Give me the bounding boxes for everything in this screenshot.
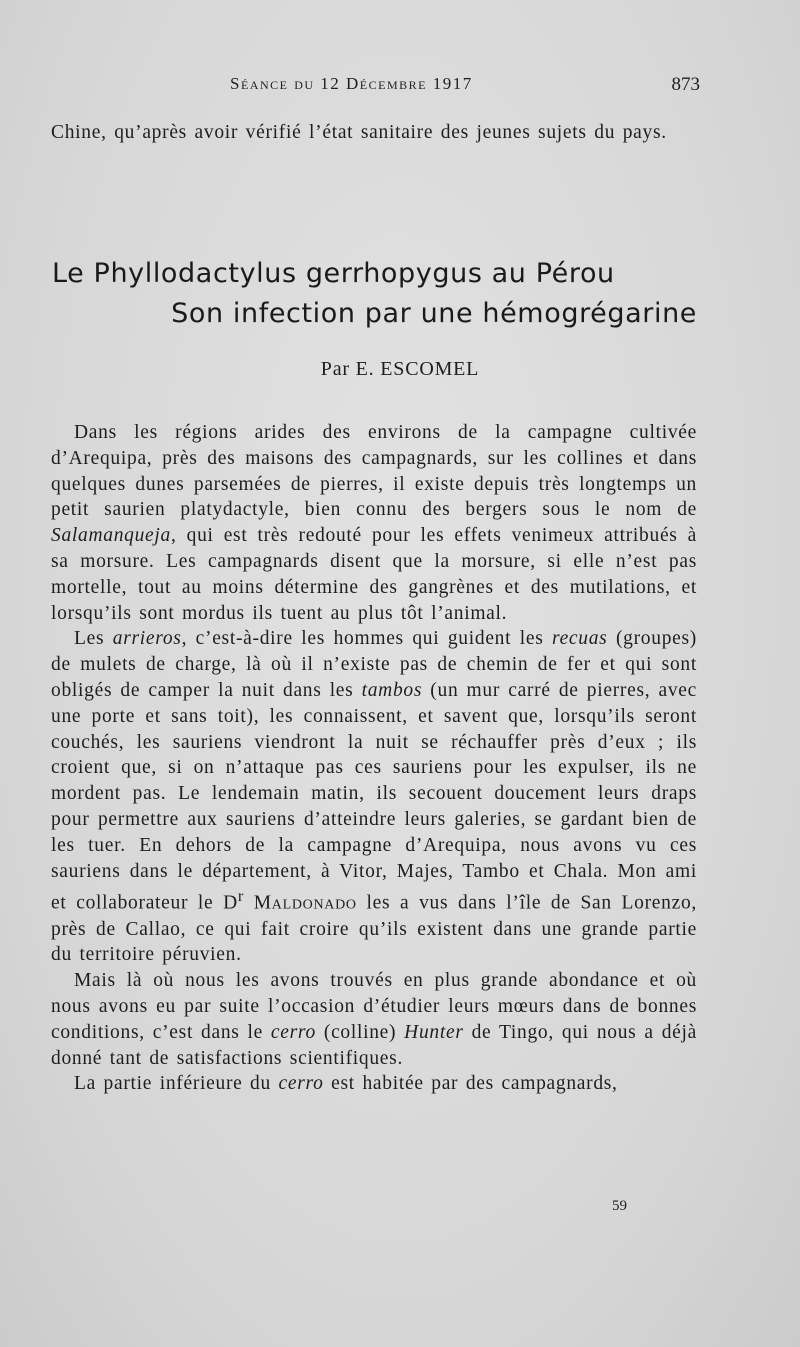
text-run: est habitée par des campagnards, xyxy=(323,1073,618,1095)
italic-term: Hunter xyxy=(404,1021,464,1043)
paragraph-3 xyxy=(51,968,697,1071)
article-title-line-1: Le Phyllodactylus gerrhopygus au Pérou xyxy=(52,258,615,289)
text-run: Mais là où nous les avons trouvés en plus grande abondance et où nous avons eu par suite l’occasion d’étudier leurs mœurs dans de bonnes conditions, c’est dans le xyxy=(51,970,697,1043)
text-run: , c’est-à-dire les hommes qui guident les xyxy=(181,628,552,650)
page-number: 873 xyxy=(671,74,700,95)
text-run: La partie inférieure du xyxy=(74,1073,279,1095)
text-run: les a vus dans l’île de San Lorenzo, près de Callao, ce qui fait croire qu’ils existent dans une grande partie du territoire péruvien. xyxy=(51,892,697,966)
carry-over-text xyxy=(51,120,697,146)
article-title-line-2: Son infection par une hémogrégarine xyxy=(171,298,697,329)
article-body xyxy=(51,420,697,1097)
text-run: Les xyxy=(74,628,113,650)
page-header xyxy=(230,74,700,104)
italic-term: cerro xyxy=(278,1073,324,1095)
text-run: (un mur carré de pierres, avec une porte et sans toit), les connaissent, et savent que, lorsqu’ils seront couchés, les sauriens viendront la nuit se réchauffer près d’eux ; ils croient que, si on n’attaque pas ces sauriens pour les expulser, ils ne mordent pas. Le lendemain matin, ils secouent doucement leurs draps pour permettre aux sauriens d’atteindre leurs galeries, se gardant bien de les tuer. En dehors de la campagne d’Arequipa, nous avons vu ces sauriens dans le département, à Vitor, Majes, Tambo et Chala. Mon ami et collaborateur le D xyxy=(51,679,697,914)
carry-over-paragraph: Chine, qu’après avoir vérifié l’état sanitaire des jeunes sujets du pays. xyxy=(51,122,667,143)
text-run: (colline) xyxy=(315,1021,405,1043)
small-caps-name: Maldonado xyxy=(244,892,357,914)
italic-term: cerro xyxy=(270,1021,316,1043)
superscript: r xyxy=(237,887,245,906)
italic-term: tambos xyxy=(361,679,423,701)
text-run: , qui est très redouté pour les effets venimeux attribués à sa morsure. Les campagnards disent que la morsure, si elle n’est pas mortelle, tout au moins détermine des gangrènes et des mutilations, et lorsqu’ils sont mordus ils tuent au plus tôt l’animal. xyxy=(51,525,697,624)
paragraph-1 xyxy=(51,420,697,626)
article-author: Par E. ESCOMEL xyxy=(320,358,480,380)
paragraph-4 xyxy=(51,1071,697,1097)
running-head: Séance du 12 Décembre 1917 xyxy=(230,74,473,93)
paragraph-2 xyxy=(51,626,697,968)
italic-term: recuas xyxy=(552,628,608,650)
text-run: (groupes) de mulets de charge, là où il n’existe pas de chemin de fer et qui sont obligés de camper la nuit dans les xyxy=(51,628,697,701)
italic-term: Salamanqueja xyxy=(51,525,171,547)
text-run: Dans les régions arides des environs de la campagne cultivée d’Arequipa, près des maisons des campagnards, sur les collines et dans quelques dunes parsemées de pierres, il existe depuis très longtemps un petit saurien platydactyle, bien connu des bergers sous le nom de xyxy=(51,422,697,521)
signature-mark: 59 xyxy=(612,1198,627,1214)
text-run: de Tingo, qui nous a déjà donné tant de satisfactions scientifiques. xyxy=(51,1021,697,1069)
italic-term: arrieros xyxy=(112,628,182,650)
